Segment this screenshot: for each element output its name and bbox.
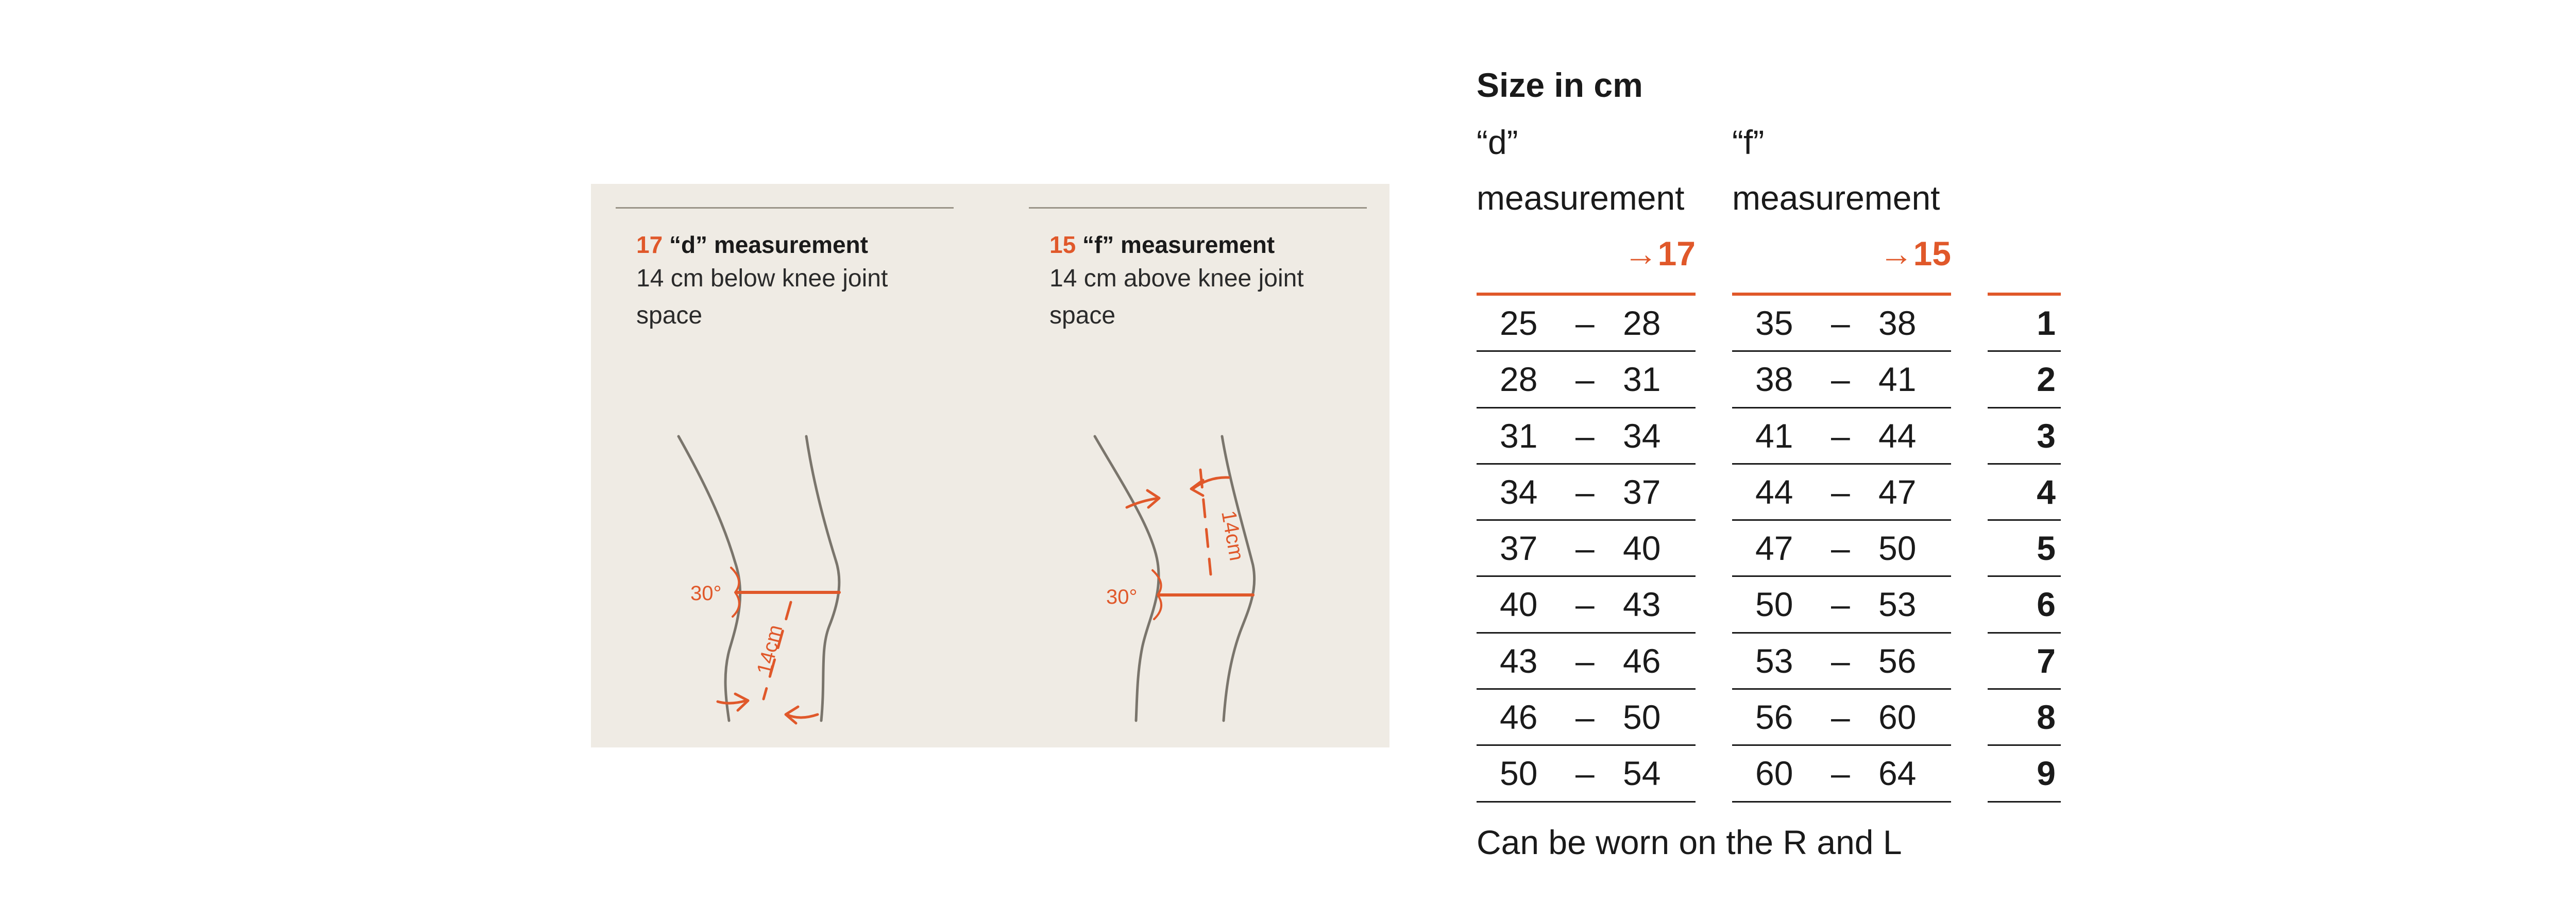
- d-range-max: 37: [1623, 472, 1661, 511]
- d-measurement-description: 14 cm below knee joint space: [636, 265, 888, 329]
- f-size-column: [1732, 293, 1951, 803]
- range-dash: –: [1575, 416, 1595, 455]
- f-angle-label: 30°: [1106, 586, 1138, 608]
- range-dash: –: [1831, 472, 1850, 511]
- leg-diagrams: [591, 184, 1389, 747]
- size-number: 9: [1988, 746, 2061, 802]
- f-length-label: 14cm: [1217, 508, 1248, 563]
- size-number: 5: [1988, 521, 2061, 577]
- f-leg-illustration: [1095, 436, 1255, 721]
- d-range-row: [1477, 296, 1696, 352]
- size-number: 1: [1988, 296, 2061, 352]
- d-range-row: [1477, 408, 1696, 465]
- d-header-ref: →17: [1623, 234, 1696, 272]
- d-measurement-title: “d” measurement: [669, 231, 868, 258]
- range-dash: –: [1831, 641, 1850, 680]
- range-dash: –: [1831, 585, 1850, 624]
- f-header-line1: “f”: [1732, 123, 1765, 161]
- d-range-max: 50: [1623, 698, 1661, 737]
- d-range-max: 43: [1623, 585, 1661, 624]
- f-measurement-number: 15: [1049, 231, 1076, 258]
- f-range-max: 56: [1878, 641, 1917, 680]
- f-range-min: 56: [1755, 698, 1793, 737]
- footer-note: Can be worn on the R and L: [1477, 823, 1902, 861]
- range-dash: –: [1575, 641, 1595, 680]
- d-range-min: 46: [1500, 698, 1538, 737]
- size-number: 7: [1988, 634, 2061, 690]
- f-range-row: [1732, 634, 1951, 690]
- measurement-illustration-panel: [591, 184, 1389, 747]
- f-range-min: 60: [1755, 754, 1793, 793]
- f-range-row: [1732, 746, 1951, 802]
- d-header-line1: “d”: [1477, 123, 1518, 161]
- size-number: 3: [1988, 408, 2061, 465]
- f-range-row: [1732, 408, 1951, 465]
- range-dash: –: [1831, 754, 1850, 793]
- f-range-row: [1732, 690, 1951, 746]
- range-dash: –: [1575, 698, 1595, 737]
- f-range-min: 44: [1755, 472, 1793, 511]
- f-range-max: 38: [1878, 304, 1917, 342]
- d-range-min: 25: [1500, 304, 1538, 342]
- f-range-max: 60: [1878, 698, 1917, 737]
- f-range-max: 64: [1878, 754, 1917, 793]
- d-range-min: 37: [1500, 529, 1538, 568]
- f-range-min: 38: [1755, 360, 1793, 399]
- size-number: 6: [1988, 577, 2061, 633]
- d-angle-label: 30°: [690, 582, 722, 605]
- d-range-max: 31: [1623, 360, 1661, 399]
- size-number: 4: [1988, 465, 2061, 521]
- f-range-max: 53: [1878, 585, 1917, 624]
- d-range-min: 50: [1500, 754, 1538, 793]
- d-range-max: 40: [1623, 529, 1661, 568]
- d-range-min: 31: [1500, 416, 1538, 455]
- d-range-min: 40: [1500, 585, 1538, 624]
- range-dash: –: [1831, 698, 1850, 737]
- f-range-min: 50: [1755, 585, 1793, 624]
- size-number: 2: [1988, 352, 2061, 408]
- size-table-title: Size in cm: [1477, 66, 1643, 104]
- range-dash: –: [1831, 416, 1850, 455]
- d-range-row: [1477, 465, 1696, 521]
- size-number: 8: [1988, 690, 2061, 746]
- d-range-min: 43: [1500, 641, 1538, 680]
- f-range-max: 47: [1878, 472, 1917, 511]
- f-header-line2: measurement: [1732, 179, 1940, 217]
- d-range-max: 28: [1623, 304, 1661, 342]
- d-range-row: [1477, 521, 1696, 577]
- d-range-max: 54: [1623, 754, 1661, 793]
- range-dash: –: [1831, 360, 1850, 399]
- f-measurement-description: 14 cm above knee joint space: [1049, 265, 1304, 329]
- d-range-row: [1477, 634, 1696, 690]
- d-range-min: 28: [1500, 360, 1538, 399]
- f-range-min: 35: [1755, 304, 1793, 342]
- f-range-row: [1732, 352, 1951, 408]
- range-dash: –: [1575, 529, 1595, 568]
- f-range-row: [1732, 577, 1951, 633]
- d-range-max: 34: [1623, 416, 1661, 455]
- d-range-min: 34: [1500, 472, 1538, 511]
- f-range-max: 50: [1878, 529, 1917, 568]
- d-size-column: [1477, 293, 1696, 803]
- range-dash: –: [1575, 360, 1595, 399]
- range-dash: –: [1831, 304, 1850, 342]
- range-dash: –: [1575, 585, 1595, 624]
- f-range-row: [1732, 296, 1951, 352]
- d-measurement-number: 17: [636, 231, 663, 258]
- d-range-row: [1477, 577, 1696, 633]
- f-header-ref: →15: [1879, 234, 1951, 272]
- size-number-column: [1988, 293, 2061, 803]
- f-range-min: 47: [1755, 529, 1793, 568]
- range-dash: –: [1575, 754, 1595, 793]
- f-range-min: 53: [1755, 641, 1793, 680]
- f-range-max: 44: [1878, 416, 1917, 455]
- d-range-max: 46: [1623, 641, 1661, 680]
- d-length-label: 14cm: [753, 622, 787, 677]
- f-measurement-title: “f” measurement: [1082, 231, 1275, 258]
- range-dash: –: [1575, 472, 1595, 511]
- d-range-row: [1477, 746, 1696, 802]
- f-range-max: 41: [1878, 360, 1917, 399]
- d-range-row: [1477, 690, 1696, 746]
- d-range-row: [1477, 352, 1696, 408]
- d-header-line2: measurement: [1477, 179, 1685, 217]
- range-dash: –: [1575, 304, 1595, 342]
- f-range-row: [1732, 465, 1951, 521]
- f-column-header: [1732, 114, 1951, 281]
- f-range-min: 41: [1755, 416, 1793, 455]
- f-range-row: [1732, 521, 1951, 577]
- d-column-header: [1477, 114, 1696, 281]
- d-leg-illustration: [679, 436, 839, 723]
- range-dash: –: [1831, 529, 1850, 568]
